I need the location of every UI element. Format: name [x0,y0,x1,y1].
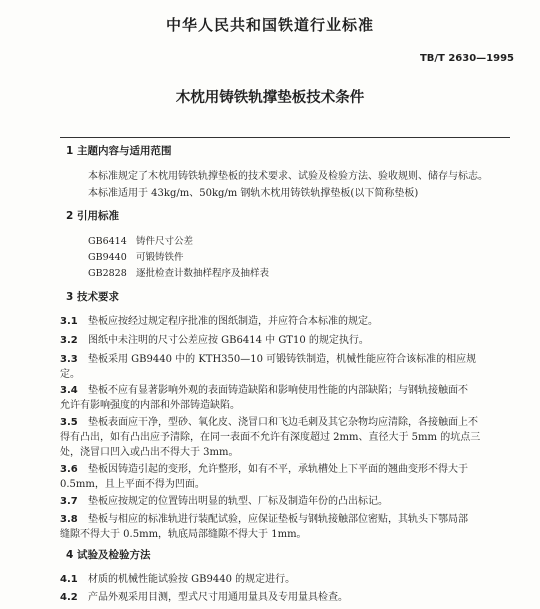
clause-item [60,492,388,507]
clause-number: 3.3 [60,354,78,365]
clause-line: 垫板应按规定的位置铸出明显的轨型、厂标及制造年份的凸出标记。 [88,496,388,507]
clause-item [60,570,295,585]
document-number: TB/T 2630—1995 [419,53,514,64]
section-heading: 1 主题内容与适用范围 [66,145,172,157]
clause-item [60,413,478,428]
clause-line: 垫板表面应干净，型砂、氧化皮、浇冒口和飞边毛刺及其它杂物均应清除，各接触面上不 [88,417,478,428]
clause-number: 3.2 [60,335,78,346]
clause-item [60,460,468,475]
clause-item [60,510,468,525]
clause-continuation: 得有凸出，如有凸出应予清除，在同一表面不允许有深度超过 2mm、直径大于 5mm 的坑点三 [60,432,481,443]
clause-line: 图纸中未注明的尺寸公差应按 GB6414 中 GT10 的规定执行。 [88,335,369,346]
clause-continuation: 0.5mm，且上平面不得为凹面。 [60,479,205,490]
reference-code: GB6414 [88,236,127,247]
clause-continuation: 处，浇冒口凹入或凸出不得大于 3mm。 [60,447,239,458]
clause-line: 材质的机械性能试验按 GB9440 的规定进行。 [88,574,296,585]
clause-line: 垫板采用 GB9440 中的 KTH350—10 可锻铸铁制造，机械性能应符合该标准的相应规 [88,354,477,365]
clause-number: 4.2 [60,592,78,603]
clause-item [60,312,378,327]
reference-title: 逐批检查计数抽样程序及抽样表 [136,268,270,279]
clause-number: 3.4 [60,385,78,396]
clause-item [60,331,369,346]
clause-line: 产品外观采用目测，型式尺寸用通用量具及专用量具检查。 [88,592,348,603]
document-title: 木枕用铸铁轨撑垫板技术条件 [175,90,365,106]
standard-category-header: 中华人民共和国铁道行业标准 [165,16,374,34]
reference-title: 铸件尺寸公差 [136,236,194,247]
reference-title: 可锻铸铁件 [136,252,184,263]
title-divider [60,137,510,138]
clause-line: 垫板应按经过规定程序批准的图纸制造，并应符合本标准的规定。 [88,316,378,327]
reference-code: GB9440 [88,252,127,263]
reference-item [88,233,193,247]
section-heading: 4 试验及检验方法 [66,549,151,561]
clause-item [60,588,348,603]
clause-line: 垫板因铸造引起的变形，允许整形，如有不平，承轨槽处上下平面的翘曲变形不得大于 [88,464,468,475]
clause-line: 垫板不应有显著影响外观的表面铸造缺陷和影响使用性能的内部缺陷；与钢轨接触面不 [88,385,468,396]
section-heading: 3 技术要求 [66,291,119,303]
clause-number: 3.6 [60,464,78,475]
section-heading: 2 引用标准 [66,210,119,222]
clause-line: 垫板与相应的标准轨进行装配试验，应保证垫板与钢轨接触部位密贴，其轨头下鄂局部 [88,514,468,525]
reference-item [88,249,184,263]
clause-continuation: 缝隙不得大于 0.5mm，轨底局部缝隙不得大于 1mm。 [60,529,307,540]
clause-continuation: 定。 [60,369,80,380]
clause-item [60,381,468,396]
paragraph: 本标准规定了木枕用铸铁轨撑垫板的技术要求、试验及检验方法、验收规则、储存与标志。 [88,171,488,182]
clause-item [60,350,476,365]
clause-number: 4.1 [60,574,78,585]
reference-code: GB2828 [88,268,127,279]
clause-number: 3.8 [60,514,78,525]
reference-item [88,265,269,279]
clause-number: 3.1 [60,316,78,327]
clause-continuation: 允许有影响强度的内部和外部铸造缺陷。 [60,400,240,411]
clause-number: 3.7 [60,496,78,507]
clause-number: 3.5 [60,417,78,428]
paragraph: 本标准适用于 43kg/m、50kg/m 钢轨木枕用铸铁轨撑垫板(以下简称垫板) [88,188,419,199]
